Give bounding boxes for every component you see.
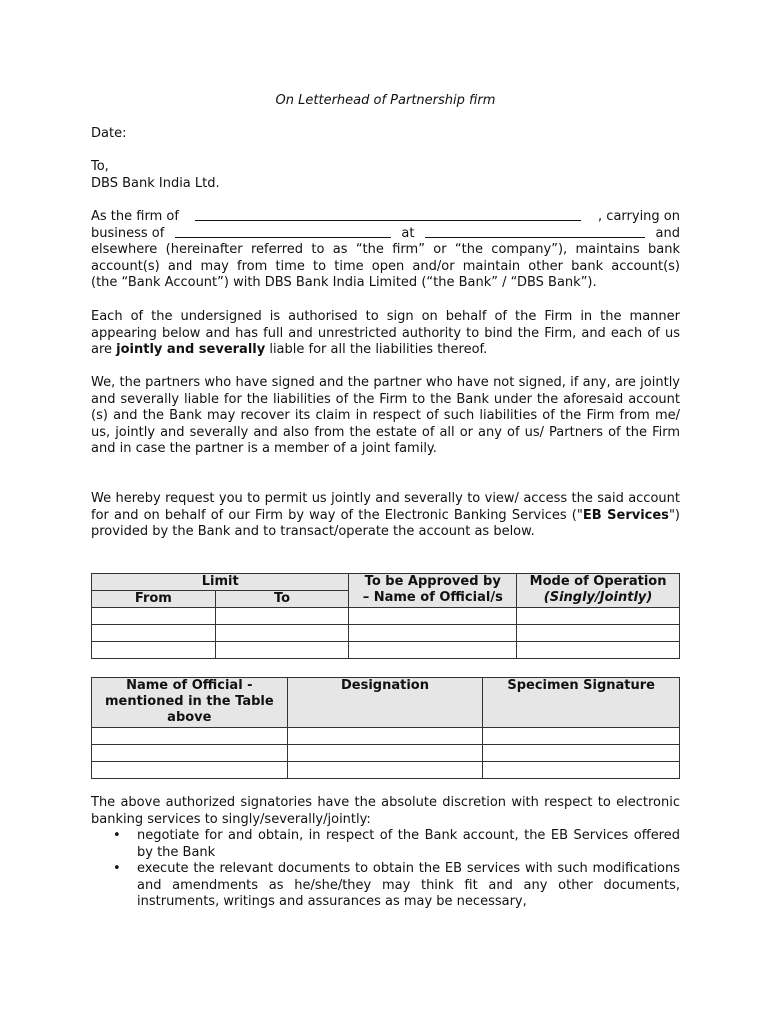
firm-line <box>91 209 680 226</box>
table-cell[interactable] <box>287 762 483 779</box>
carrying-on-label: , carrying on <box>598 209 680 224</box>
jointly-severally-emphasis: jointly and severally <box>116 342 266 357</box>
authority-paragraph <box>91 309 680 359</box>
official-name-line1: Name of Official - <box>126 678 253 693</box>
approved-by-header <box>349 574 517 608</box>
list-item <box>91 861 680 911</box>
table-row <box>92 762 680 779</box>
table-row <box>92 745 680 762</box>
letterhead-heading: On Letterhead of Partnership firm <box>275 93 496 108</box>
bullet-icon: • <box>113 861 121 876</box>
table-cell[interactable] <box>483 728 680 745</box>
business-label: business of <box>91 226 165 241</box>
para1-line5: (the “Bank Account”) with DBS Bank India Limited (“the Bank” / “DBS Bank”). <box>91 275 597 290</box>
signatories-table <box>91 677 680 779</box>
table-row <box>92 728 680 745</box>
date-label: Date: <box>91 126 127 141</box>
discretion-paragraph: The above authorized signatories have the absolute discretion with respect to electronic banking services to singly/severally/jointly: <box>91 795 680 827</box>
para1-line4: account(s) and may from time to time open and/or maintain other bank account(s) <box>91 259 680 274</box>
official-name-header <box>92 678 288 728</box>
table-cell[interactable] <box>215 625 349 642</box>
bullet-icon: • <box>113 828 121 843</box>
table-cell[interactable] <box>92 608 216 625</box>
table-row <box>92 625 680 642</box>
liability-paragraph: We, the partners who have signed and the partner who have not signed, if any, are jointly and severally liable for the liabilities of the Firm to the Bank under the aforesaid account (s) and the Bank may recover its claim in respect of such liabilities of the Firm from me/ us, jointly and severally and also from the estate of all or any of us/ Partners of the Firm and in case the partner is a member of a joint family. <box>91 375 680 456</box>
business-blank[interactable] <box>175 226 391 238</box>
business-line <box>91 226 680 243</box>
discretion-list <box>91 828 680 911</box>
limits-table <box>91 573 680 659</box>
location-blank[interactable] <box>425 226 645 238</box>
from-header: From <box>92 591 216 608</box>
mode-line1: Mode of Operation <box>529 574 667 589</box>
table-cell[interactable] <box>215 608 349 625</box>
table-cell[interactable] <box>92 642 216 659</box>
table-cell[interactable] <box>92 625 216 642</box>
table-cell[interactable] <box>483 745 680 762</box>
at-label: at <box>401 226 415 241</box>
table-cell[interactable] <box>349 608 517 625</box>
eb-services-emphasis: EB Services <box>582 507 669 523</box>
mode-of-operation-header <box>517 574 680 608</box>
table-row <box>92 608 680 625</box>
list-item-text: execute the relevant documents to obtain the EB services with such modifications and amendments as he/she/they may think fit and any other documents, instruments, writings and assurances as may be necessary, <box>137 861 680 909</box>
to-header: To <box>215 591 349 608</box>
official-name-line2: mentioned in the Table <box>104 694 274 709</box>
mode-line2: (Singly/Jointly) <box>543 590 653 605</box>
list-item <box>91 828 680 861</box>
table-cell[interactable] <box>517 625 680 642</box>
addressee: DBS Bank India Ltd. <box>91 176 220 191</box>
para4-text-b: ") provided by the Bank and to transact/operate the account as below. <box>91 507 680 539</box>
limit-header: Limit <box>92 574 349 591</box>
table-cell[interactable] <box>349 625 517 642</box>
table-cell[interactable] <box>517 608 680 625</box>
table-cell[interactable] <box>92 728 288 745</box>
table-cell[interactable] <box>287 728 483 745</box>
firm-name-blank[interactable] <box>195 209 581 221</box>
table-cell[interactable] <box>92 745 288 762</box>
table-cell[interactable] <box>92 762 288 779</box>
table-cell[interactable] <box>349 642 517 659</box>
para1-line3: elsewhere (hereinafter referred to as “the firm” or “the company”), maintains bank <box>91 242 680 257</box>
table-cell[interactable] <box>483 762 680 779</box>
table-cell[interactable] <box>517 642 680 659</box>
para2-text-b: liable for all the liabilities thereof. <box>265 342 488 357</box>
table-cell[interactable] <box>215 642 349 659</box>
to-label: To, <box>91 159 109 174</box>
specimen-signature-header: Specimen Signature <box>483 678 680 728</box>
designation-header: Designation <box>287 678 483 728</box>
para2-text-a: Each of the undersigned is authorised to sign on behalf of the Firm in the manner appearing below and has full and unrestricted authority to bind the Firm, and each of us are <box>91 309 680 357</box>
approved-by-line2: – Name of Official/s <box>362 590 503 605</box>
list-item-text: negotiate for and obtain, in respect of the Bank account, the EB Services offered by the Bank <box>137 828 680 860</box>
eb-request-paragraph <box>91 491 680 541</box>
para4-text-a: We hereby request you to permit us jointly and severally to view/ access the said account for and on behalf of our Firm by way of the Electronic Banking Services (" <box>91 491 680 523</box>
table-row <box>92 642 680 659</box>
firm-label: As the firm of <box>91 209 179 224</box>
table-cell[interactable] <box>287 745 483 762</box>
official-name-line3: above <box>167 710 212 725</box>
approved-by-line1: To be Approved by <box>364 574 501 589</box>
and-label: and <box>655 226 680 241</box>
